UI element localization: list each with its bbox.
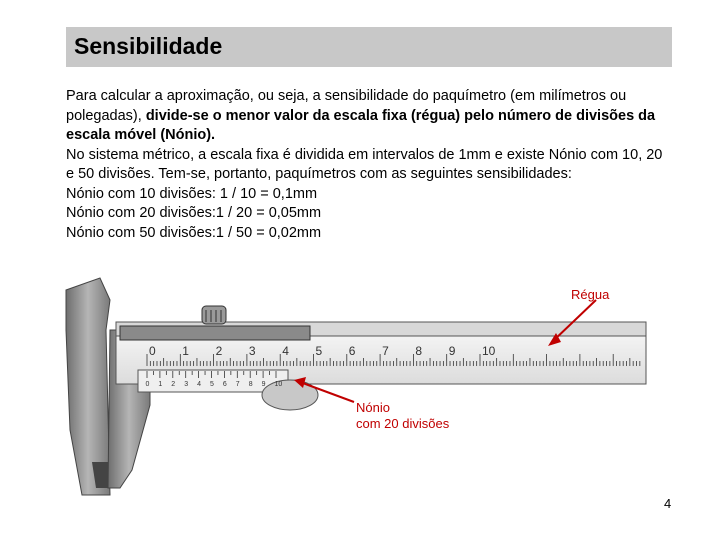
- main-scale-number: 1: [182, 344, 189, 358]
- label-nonio-line2: com 20 divisões: [356, 416, 450, 431]
- sensitivity-line-10: Nónio com 10 divisões: 1 / 10 = 0,1mm: [66, 185, 318, 202]
- page-number: 4: [664, 496, 672, 511]
- vernier-number: 0: [145, 381, 150, 388]
- vernier-number: 10: [274, 381, 283, 388]
- vernier-number: 6: [222, 381, 227, 388]
- intro-normal-text: Para calcular a aproximação, ou seja, a sensibilidade do paquímetro (em milímetros ou polegadas),: [66, 88, 627, 124]
- vernier-number: 4: [197, 381, 202, 388]
- main-scale-number: 10: [482, 344, 496, 358]
- main-scale-number: 0: [149, 344, 156, 358]
- main-scale-number: 2: [215, 344, 223, 358]
- main-scale-number: 6: [348, 344, 356, 358]
- label-regua: Régua: [571, 287, 610, 302]
- main-scale-number: 7: [382, 344, 389, 358]
- main-scale-number: 8: [415, 344, 423, 358]
- main-scale-number: 4: [282, 344, 289, 358]
- slider-housing: [120, 326, 310, 340]
- main-scale-number: 5: [315, 344, 323, 358]
- intro-bold-text: divide-se o menor valor da escala fixa (régua) pelo número de divisões da escala móvel (Nónio).: [66, 107, 656, 143]
- label-nonio-line1: Nónio: [356, 400, 390, 415]
- label-nonio: [356, 400, 449, 432]
- paragraph-metric: No sistema métrico, a escala fixa é dividida em intervalos de 1mm e existe Nónio com 10, 20 e 50 divisões. Tem-se, portanto, paquímetros com as seguintes sensibilidades:: [66, 146, 663, 182]
- main-scale-number: 9: [448, 344, 456, 358]
- vernier-number: 5: [210, 381, 214, 388]
- sensitivity-line-50: Nónio com 50 divisões:1 / 50 = 0,02mm: [66, 224, 322, 241]
- vernier-number: 9: [261, 381, 266, 388]
- main-scale-number: 3: [248, 344, 256, 358]
- sensitivity-line-20: Nónio com 20 divisões:1 / 20 = 0,05mm: [66, 205, 322, 221]
- vernier-number: 7: [235, 381, 240, 388]
- slide-title: Sensibilidade: [74, 33, 223, 59]
- vernier-number: 3: [184, 381, 189, 388]
- vernier-number: 2: [171, 381, 176, 388]
- vernier-number: 1: [158, 381, 163, 388]
- vernier-number: 8: [248, 381, 253, 388]
